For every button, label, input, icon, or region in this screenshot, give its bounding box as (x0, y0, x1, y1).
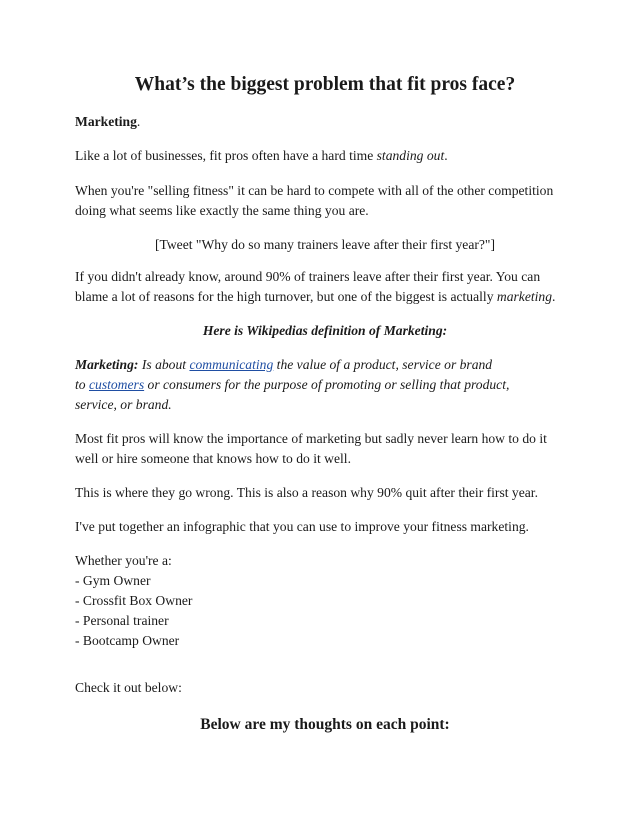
definition-text: to (75, 377, 89, 392)
list-item: - Gym Owner (75, 573, 151, 588)
list-item: - Personal trainer (75, 613, 169, 628)
definition-line-3: service, or brand. (75, 397, 172, 412)
check-it-out-line: Check it out below: (75, 680, 182, 695)
paragraph-1-text: Like a lot of businesses, fit pros often have a hard time (75, 148, 377, 163)
definition-text: or consumers for the purpose of promoting or selling that product, (144, 377, 510, 392)
tweet-line: [Tweet "Why do so many trainers leave after their first year?"] (154, 237, 496, 252)
paragraph-2-line-2: doing what seems like exactly the same thing you are. (75, 203, 369, 218)
paragraph-4-line-2: well or hire someone that knows how to do it well. (75, 451, 351, 466)
definition-text: Is about (138, 357, 190, 372)
marketing-word: Marketing (75, 114, 137, 129)
paragraph-3-emphasis: marketing (496, 289, 553, 304)
paragraph-1-end: . (444, 148, 448, 163)
paragraph-3-line-2 (75, 286, 555, 307)
communicating-link[interactable]: communicating (189, 357, 274, 372)
marketing-period: . (136, 114, 141, 129)
list-item: - Bootcamp Owner (75, 633, 180, 648)
paragraph-5: This is where they go wrong. This is also a reason why 90% quit after their first year. (75, 485, 538, 500)
paragraph-2-line-1: When you're "selling fitness" it can be hard to compete with all of the other competition (75, 183, 554, 198)
paragraph-3-text: blame a lot of reasons for the high turnover, but one of the biggest is actually (75, 289, 497, 304)
definition-line-1 (75, 354, 492, 375)
marketing-line (75, 111, 140, 132)
paragraph-3-end: . (552, 289, 556, 304)
paragraph-3-line-1: If you didn't already know, around 90% of trainers leave after their first year. You can (75, 269, 541, 284)
customers-link[interactable]: customers (88, 377, 145, 392)
definition-text: the value of a product, service or brand (273, 357, 493, 372)
paragraph-6: I've put together an infographic that you can use to improve your fitness marketing. (75, 519, 529, 534)
bottom-heading: Below are my thoughts on each point: (200, 716, 450, 733)
whether-line: Whether you're a: (75, 553, 172, 568)
page-title: What’s the biggest problem that fit pros face? (134, 74, 516, 95)
list-item: - Crossfit Box Owner (75, 593, 193, 608)
paragraph-1 (75, 145, 448, 166)
definition-heading: Here is Wikipedias definition of Marketing: (202, 323, 448, 338)
definition-label: Marketing: (75, 357, 139, 372)
paragraph-4-line-1: Most fit pros will know the importance of marketing but sadly never learn how to do it (75, 431, 547, 446)
definition-line-2 (75, 374, 509, 395)
paragraph-1-emphasis: standing out (376, 148, 445, 163)
